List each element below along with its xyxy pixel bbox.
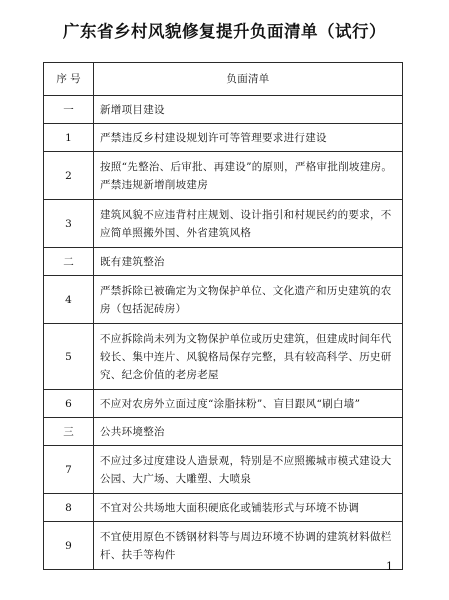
row-text: 建筑风貌不应违背村庄规划、设计指引和村规民约的要求，不应简单照搬外国、外省建筑风格	[94, 200, 403, 248]
row-number: 2	[44, 152, 94, 200]
table-row	[44, 124, 403, 152]
table-section-row	[44, 248, 403, 276]
row-number: 5	[44, 324, 94, 390]
negative-list-table	[43, 62, 403, 570]
table-section-row	[44, 418, 403, 446]
row-text: 不宜对公共场地大面积硬底化或铺装形式与环境不协调	[94, 494, 403, 522]
row-number: 一	[44, 96, 94, 124]
table-row	[44, 152, 403, 200]
row-text: 按照“先整治、后审批、再建设”的原则，严格审批削坡建房。严禁违规新增削坡建房	[94, 152, 403, 200]
row-text: 既有建筑整治	[94, 248, 403, 276]
table-row	[44, 522, 403, 570]
row-text: 新增项目建设	[94, 96, 403, 124]
table-section-row	[44, 96, 403, 124]
row-number: 8	[44, 494, 94, 522]
row-text: 严禁违反乡村建设规划许可等管理要求进行建设	[94, 124, 403, 152]
table-header-row	[44, 63, 403, 96]
row-number: 4	[44, 276, 94, 324]
column-header-number: 序 号	[44, 63, 94, 96]
row-number: 三	[44, 418, 94, 446]
row-text: 不应拆除尚未列为文物保护单位或历史建筑，但建成时间年代较长、集中连片、风貌格局保存完整，具有较高科学、历史研究、纪念价值的老房老屋	[94, 324, 403, 390]
table-row	[44, 494, 403, 522]
row-text: 公共环境整治	[94, 418, 403, 446]
row-number: 二	[44, 248, 94, 276]
table-row	[44, 446, 403, 494]
page-number: 1	[386, 560, 393, 573]
row-number: 1	[44, 124, 94, 152]
row-number: 3	[44, 200, 94, 248]
row-text: 不应过多过度建设人造景观，特别是不应照搬城市模式建设大公园、大广场、大雕塑、大喷泉	[94, 446, 403, 494]
row-number: 9	[44, 522, 94, 570]
column-header-negative-list: 负面清单	[94, 63, 403, 96]
document-title: 广东省乡村风貌修复提升负面清单（试行）	[63, 22, 386, 41]
row-text: 严禁拆除已被确定为文物保护单位、文化遗产和历史建筑的农房（包括泥砖房）	[94, 276, 403, 324]
row-number: 7	[44, 446, 94, 494]
table-row	[44, 390, 403, 418]
table-row	[44, 200, 403, 248]
row-text: 不宜使用原色不锈钢材料等与周边环境不协调的建筑材料做栏杆、扶手等构件	[94, 522, 403, 570]
table-row	[44, 276, 403, 324]
row-number: 6	[44, 390, 94, 418]
table-row	[44, 324, 403, 390]
row-text: 不应对农房外立面过度“涂脂抹粉”、盲目跟风“刷白墙”	[94, 390, 403, 418]
